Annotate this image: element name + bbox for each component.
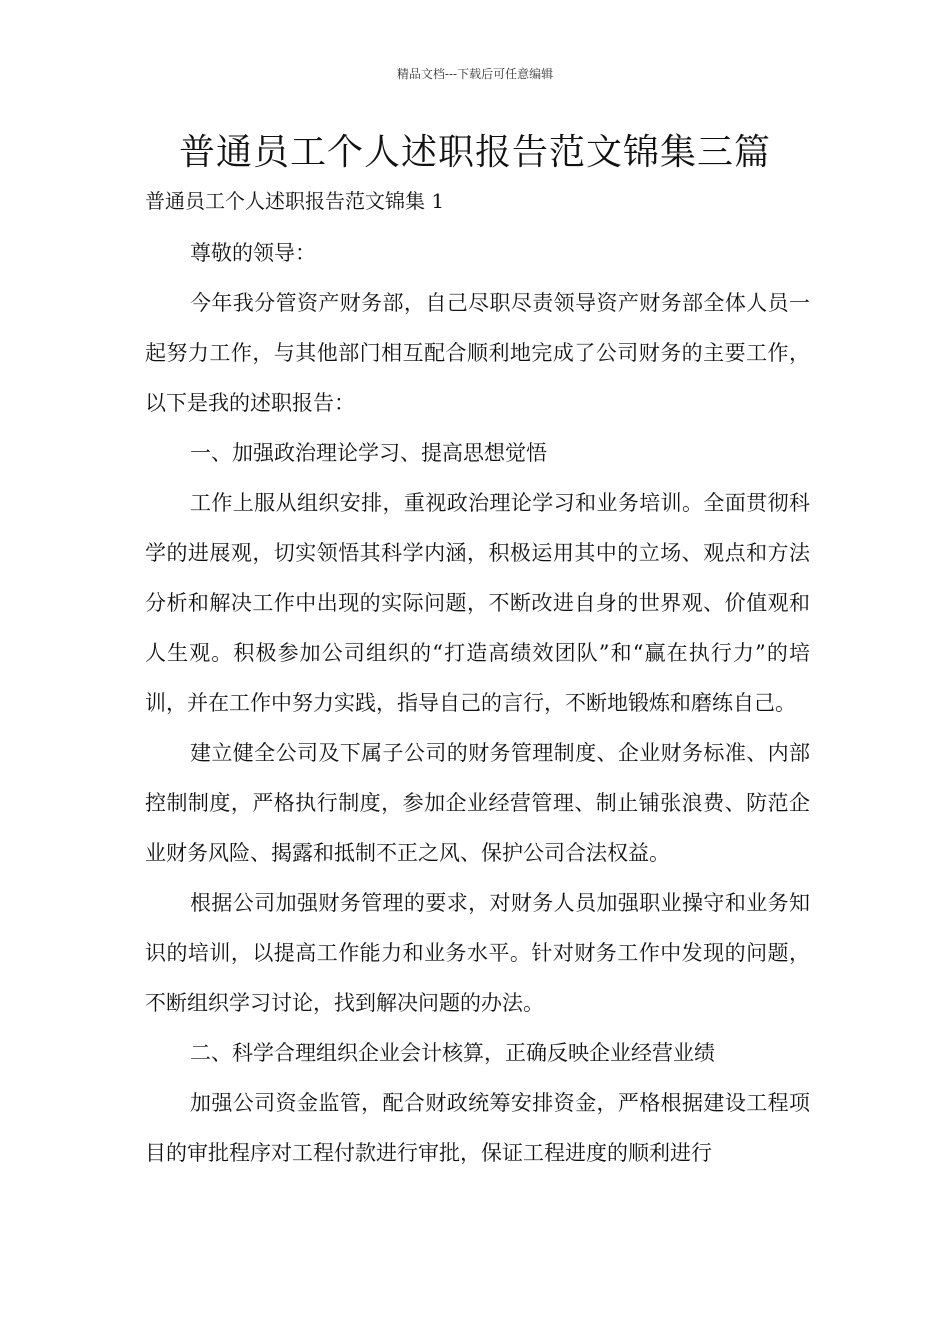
section-heading-1: 一、加强政治理论学习、提高思想觉悟 <box>190 441 547 465</box>
header-note: 精品文档---下载后可任意编辑 <box>396 67 554 81</box>
paragraph: 建立健全公司及下属子公司的财务管理制度、企业财务标准、内部控制制度，严格执行制度，参加企业经营管理、制止铺张浪费、防范企业财务风险、揭露和抵制不正之风、保护公司合法权益。 <box>145 741 810 865</box>
section-heading-2: 二、科学合理组织企业会计核算，正确反映企业经营业绩 <box>190 1041 715 1065</box>
document-subtitle: 普通员工个人述职报告范文锦集 1 <box>145 189 445 213</box>
paragraph-intro: 今年我分管资产财务部，自己尽职尽责领导资产财务部全体人员一起努力工作，与其他部门相互配合顺利地完成了公司财务的主要工作，以下是我的述职报告： <box>145 291 810 415</box>
paragraph: 工作上服从组织安排，重视政治理论学习和业务培训。全面贯彻科学的进展观，切实领悟其科学内涵，积极运用其中的立场、观点和方法分析和解决工作中出现的实际问题，不断改进自身的世界观、价值观和人生观。积极参加公司组织的“打造高绩效团队”和“赢在执行力”的培训，并在工作中努力实践，指导自己的言行，不断地锻炼和磨练自己。 <box>145 491 810 715</box>
paragraph: 加强公司资金监管，配合财政统筹安排资金，严格根据建设工程项目的审批程序对工程付款进行审批，保证工程进度的顺利进行 <box>145 1091 810 1165</box>
document-body <box>145 228 810 1178</box>
document-title: 普通员工个人述职报告范文锦集三篇 <box>178 132 771 173</box>
paragraph: 根据公司加强财务管理的要求，对财务人员加强职业操守和业务知识的培训，以提高工作能力和业务水平。针对财务工作中发现的问题，不断组织学习讨论，找到解决问题的办法。 <box>145 891 810 1015</box>
paragraph-salutation: 尊敬的领导： <box>190 241 316 265</box>
